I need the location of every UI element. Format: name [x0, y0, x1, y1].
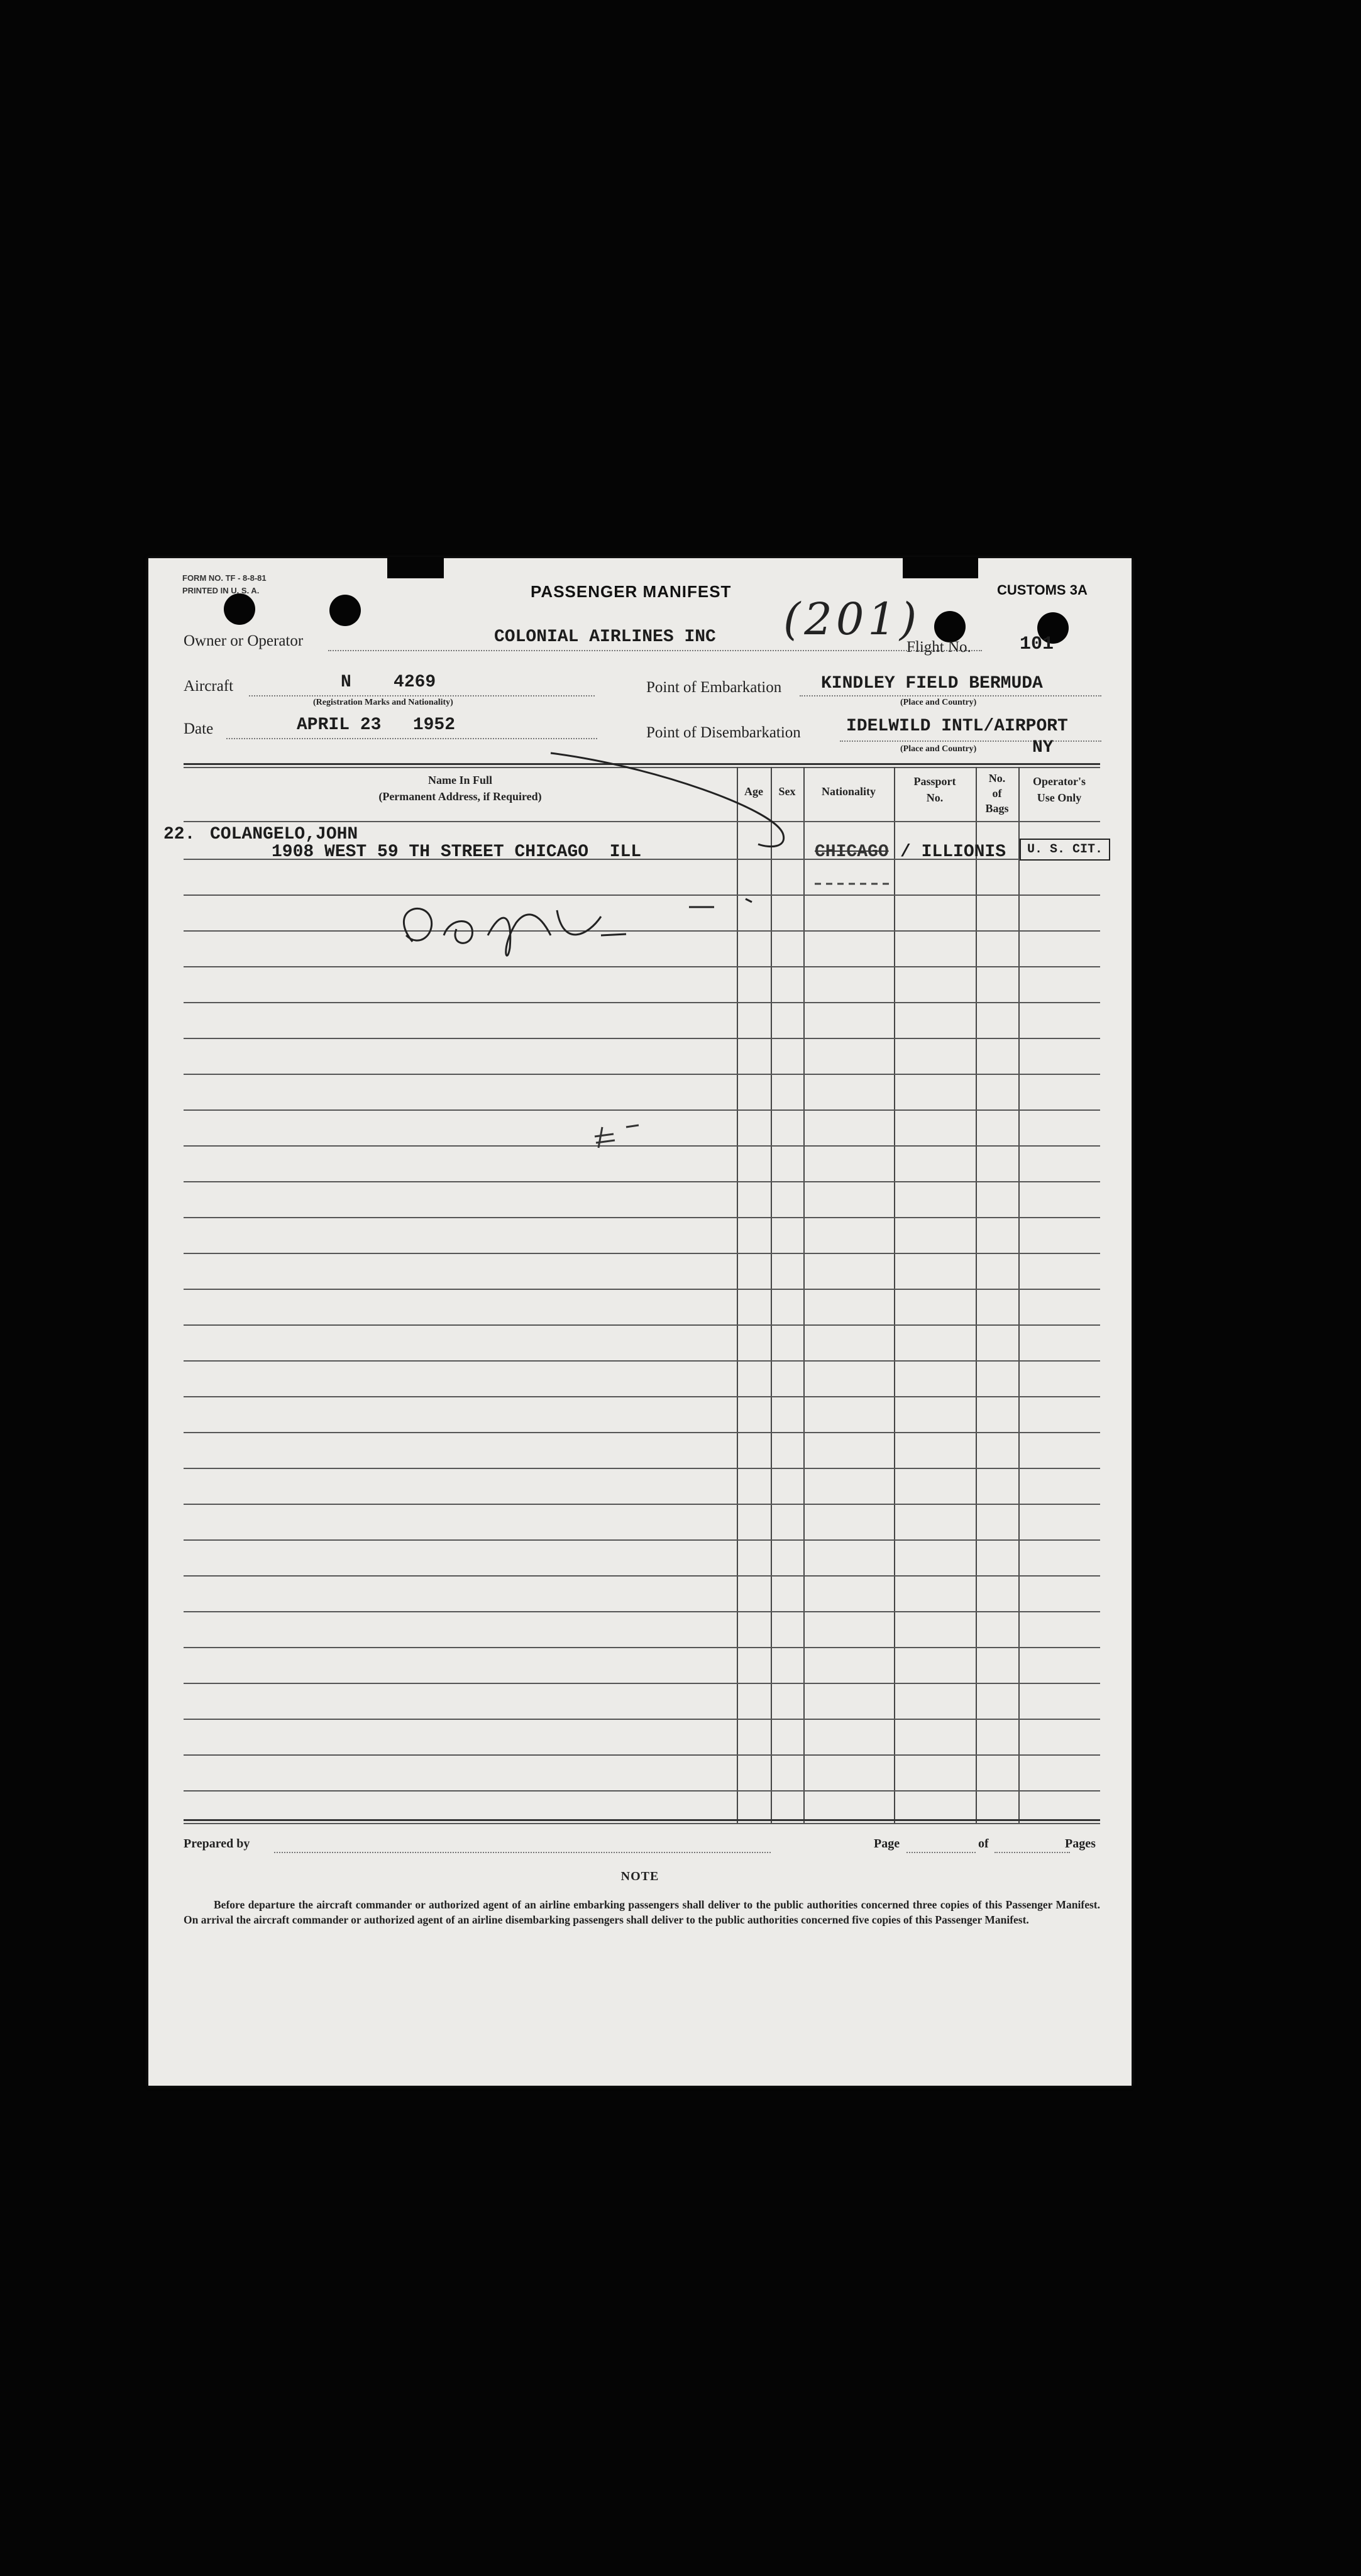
- passenger-number: 22.: [163, 825, 196, 844]
- passenger-address: 1908 WEST 59 TH STREET CHICAGO ILL: [272, 842, 642, 862]
- col-bags-line2: of: [992, 787, 1002, 800]
- flight-value: 101: [1020, 634, 1054, 655]
- row-rule: [184, 1647, 1100, 1648]
- date-value: APRIL 23 1952: [297, 715, 456, 735]
- row-rule: [184, 1719, 1100, 1720]
- aircraft-sublabel: (Registration Marks and Nationality): [313, 698, 453, 707]
- row-rule: [184, 1217, 1100, 1218]
- row-rule: [184, 1683, 1100, 1684]
- row-rule: [184, 1324, 1100, 1326]
- col-name-subtitle: (Permanent Address, if Required): [378, 790, 542, 803]
- row-rule: [184, 1790, 1100, 1792]
- of-line: [995, 1852, 1070, 1853]
- of-label: of: [978, 1837, 989, 1851]
- row-rule: [184, 1360, 1100, 1362]
- page-label: Page: [874, 1837, 900, 1851]
- col-operator-line1: Operator's: [1033, 775, 1086, 788]
- col-operator-line2: Use Only: [1037, 791, 1082, 804]
- col-nationality-header: Nationality: [821, 785, 876, 798]
- small-mark: [595, 1125, 639, 1148]
- row-rule: [184, 1289, 1100, 1290]
- table-bottom-rule: [184, 1819, 1100, 1821]
- prepared-by-label: Prepared by: [184, 1837, 250, 1851]
- date-label: Date: [184, 720, 214, 737]
- note-title: NOTE: [620, 1869, 659, 1883]
- col-passport-line2: No.: [926, 791, 944, 804]
- nationality-struck: CHICAGO: [815, 842, 889, 862]
- passenger-name: COLANGELO,JOHN: [210, 825, 358, 844]
- disembarkation-value-2: NY: [1032, 738, 1054, 757]
- col-bags-line3: Bags: [985, 802, 1009, 815]
- owner-value: COLONIAL AIRLINES INC: [494, 627, 716, 647]
- embarkation-value: KINDLEY FIELD BERMUDA: [821, 674, 1043, 693]
- embarkation-sublabel: (Place and Country): [900, 698, 977, 707]
- flight-label: Flight No.: [906, 639, 971, 656]
- handwritten-marks: [148, 558, 1132, 1187]
- row-rule: [184, 1504, 1100, 1505]
- row-rule: [184, 1575, 1100, 1577]
- table-bottom-rule-2: [184, 1823, 1100, 1824]
- customs-label: CUSTOMS 3A: [997, 582, 1088, 598]
- row-rule: [184, 1754, 1100, 1756]
- note-text: Before departure the aircraft commander or authorized agent of an airline embarking passengers shall deliver to the public authorities concerned three copies of this Passenger Manifest. On arrival the aircraft commander or authorized agent of an airline disembarking passengers shall deliver to the public authorities concerned five copies of this Passenger Manifest.: [184, 1898, 1100, 1926]
- row-rule: [184, 1396, 1100, 1397]
- disembarkation-value: IDELWILD INTL/AIRPORT: [846, 717, 1068, 736]
- aircraft-value: N 4269: [341, 673, 436, 692]
- pen-stroke: [551, 753, 784, 847]
- manifest-page: [148, 558, 1132, 2086]
- row-rule: [184, 1539, 1100, 1541]
- col-name-title: Name In Full: [427, 774, 492, 786]
- owner-label: Owner or Operator: [184, 632, 304, 649]
- row-rule: [184, 1253, 1100, 1254]
- page-title: PASSENGER MANIFEST: [531, 582, 732, 601]
- operator-stamp: U. S. CIT.: [1020, 839, 1110, 861]
- handwritten-number: (201): [783, 593, 921, 645]
- passenger-nationality: / ILLIONIS: [900, 842, 1006, 862]
- col-age-header: Age: [744, 785, 763, 798]
- disembarkation-sublabel: (Place and Country): [900, 744, 977, 754]
- col-passport-line1: Passport: [913, 775, 956, 788]
- disembarkation-label: Point of Disembarkation: [646, 724, 801, 741]
- row-rule: [184, 1468, 1100, 1469]
- aircraft-label: Aircraft: [184, 678, 234, 695]
- row-rule: [184, 1611, 1100, 1612]
- printed-note: PRINTED IN U. S. A.: [182, 586, 260, 595]
- col-sex-header: Sex: [778, 785, 796, 798]
- prepared-by-line: [274, 1852, 771, 1853]
- col-bags-line1: No.: [988, 772, 1006, 784]
- page-line: [906, 1852, 976, 1853]
- signature-scrawl: [404, 899, 752, 955]
- pages-label: Pages: [1065, 1837, 1096, 1851]
- row-rule: [184, 1432, 1100, 1433]
- form-number: FORM NO. TF - 8-8-81: [182, 573, 267, 583]
- embarkation-label: Point of Embarkation: [646, 679, 782, 696]
